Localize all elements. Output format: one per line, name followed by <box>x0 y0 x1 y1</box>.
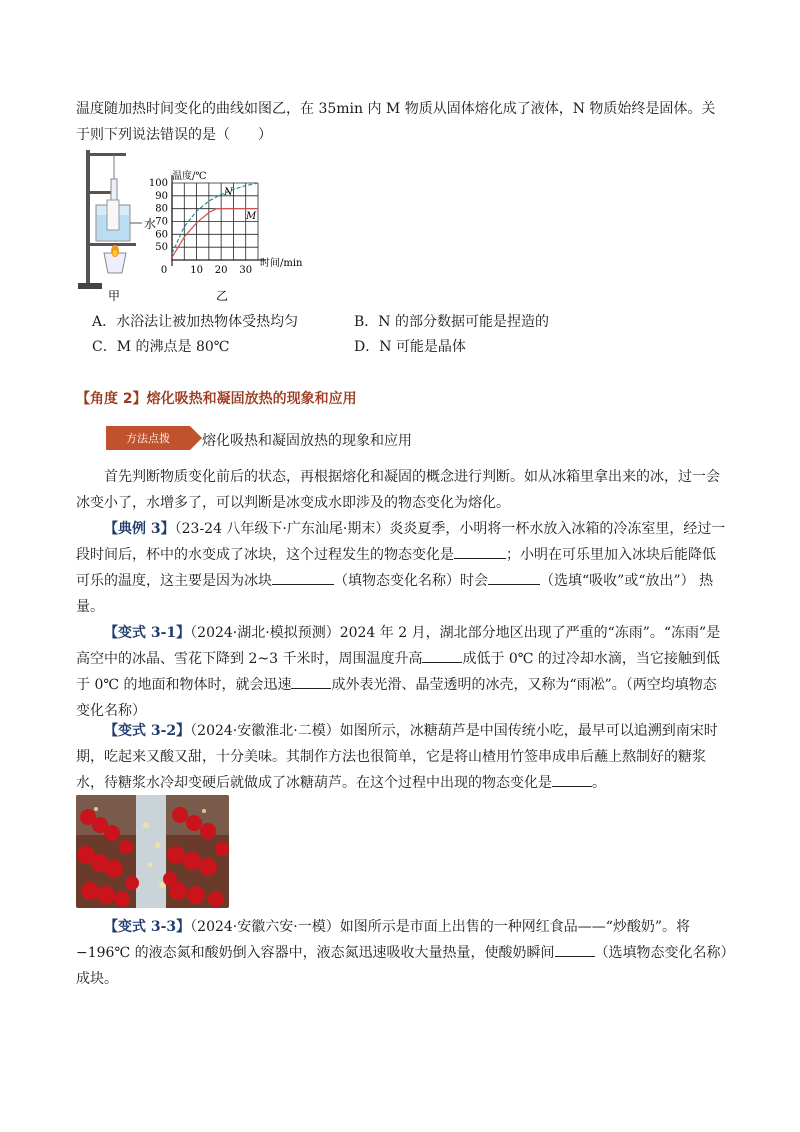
variant-3-2: 【变式 3-2】（2024·安徽淮北·二模）如图所示，冰糖葫芦是中国传统小吃，最早可以追溯到南宋时期，吃起来又酸又甜，十分美味。其制作方法也很简单，它是将山楂用竹签串成串后蘸上熬制好的糖浆水，待糖浆水冷却变硬后就做成了冰糖葫芦。在这个过程中出现的物态变化是 。 <box>76 723 718 791</box>
answer-blank[interactable] <box>488 570 540 585</box>
question-intro <box>76 96 728 148</box>
variant-3-3-tag: 【变式 3-3】 <box>104 919 191 935</box>
variant-3-2-tag: 【变式 3-2】 <box>104 723 191 739</box>
series-m-label: M <box>246 211 257 222</box>
x-axis-label: 时间/min <box>260 258 303 269</box>
method-title: 熔化吸热和凝固放热的现象和应用 <box>202 433 412 449</box>
method-paragraph: 首先判断物质变化前后的状态，再根据熔化和凝固的概念进行判断。如从冰箱里拿出来的冰，过一会冰变小了，水增多了，可以判断是冰变成水即涉及的物态变化为熔化。 <box>76 469 720 511</box>
answer-blank[interactable] <box>272 570 334 585</box>
answer-blank[interactable] <box>552 772 592 787</box>
y-axis-label: 温度/℃ <box>172 171 207 182</box>
apparatus-diagram <box>78 150 156 303</box>
example-3: 【典例 3】（23-24 八年级下·广东汕尾·期末）炎炎夏季，小明将一杯水放入冰箱的冷冻室里，经过一段时间后，杯中的水变成了冰块，这个过程发生的物态变化是 ；小明在可乐里加入冰块后能降低可乐的温度，这主要是因为冰块 （填物态变化名称）时会 （选填“吸收”或“放出”） 热量。 <box>76 521 726 615</box>
label-jia: 甲 <box>108 289 121 303</box>
y-tick-label: 60 <box>155 229 168 241</box>
variant-3-1: 【变式 3-1】（2024·湖北·模拟预测）2024 年 2 月，湖北部分地区出现了严重的“冻雨”。“冻雨”是高空中的冰晶、雪花下降到 2~3 千米时，周围温度升高 成低于 0℃ 的过冷却水滴，当它接触到低于 0℃ 的地面和物体时，就会迅速 成外表光滑、晶莹透明的冰壳，又称为“雨凇”。（两空均填物态变化名称） <box>76 625 721 719</box>
answer-blank[interactable] <box>291 674 331 689</box>
option-c[interactable]: C．M 的沸点是 80℃ <box>92 339 230 355</box>
y-tick-label: 50 <box>155 242 168 254</box>
x-tick-label: 30 <box>239 265 253 276</box>
method-badge-label: 方法点拨 <box>126 432 170 445</box>
answer-blank[interactable] <box>422 648 462 663</box>
series-n-label: N <box>224 187 233 198</box>
x-tick-label: 20 <box>214 265 228 276</box>
answer-blank[interactable] <box>555 942 595 957</box>
x-tick-label: 10 <box>190 265 203 276</box>
example-3-tag: 【典例 3】 <box>104 521 175 537</box>
option-a[interactable]: A．水浴法让被加热物体受热均匀 <box>92 314 299 330</box>
x-tick-label: 0 <box>160 265 168 276</box>
label-yi: 乙 <box>216 289 229 303</box>
y-tick-label: 80 <box>155 203 168 215</box>
variant-3-3: 【变式 3-3】（2024·安徽六安·一模）如图所示是市面上出售的一种网红食品——“炒酸奶”。将 −196℃ 的液态氮和酸奶倒入容器中，液态氮迅速吸收大量热量，使酸奶瞬间 （选填物态变化名称）成块。 <box>76 919 728 987</box>
option-d[interactable]: D．N 可能是晶体 <box>354 339 466 355</box>
y-tick-label: 70 <box>155 216 168 228</box>
y-tick-label: 90 <box>155 190 168 202</box>
chart-ticks <box>149 178 252 276</box>
option-b[interactable]: B．N 的部分数据可能是捏造的 <box>354 314 549 330</box>
water-label: 水 <box>144 217 157 231</box>
answer-blank[interactable] <box>454 544 506 559</box>
method-badge <box>106 424 202 452</box>
temperature-graph <box>149 169 303 303</box>
variant-3-1-tag: 【变式 3-1】 <box>104 625 191 641</box>
question-intro-text: 温度随加热时间变化的曲线如图乙，在 35min 内 M 物质从固体熔化成了液体，N 物质始终是固体。关于则下列说法错误的是（ ） <box>76 101 716 143</box>
y-tick-label: 100 <box>148 178 168 189</box>
figure <box>76 145 316 305</box>
tanghulu-photo <box>76 795 229 908</box>
section-heading: 【角度 2】熔化吸热和凝固放热的现象和应用 <box>76 391 357 407</box>
